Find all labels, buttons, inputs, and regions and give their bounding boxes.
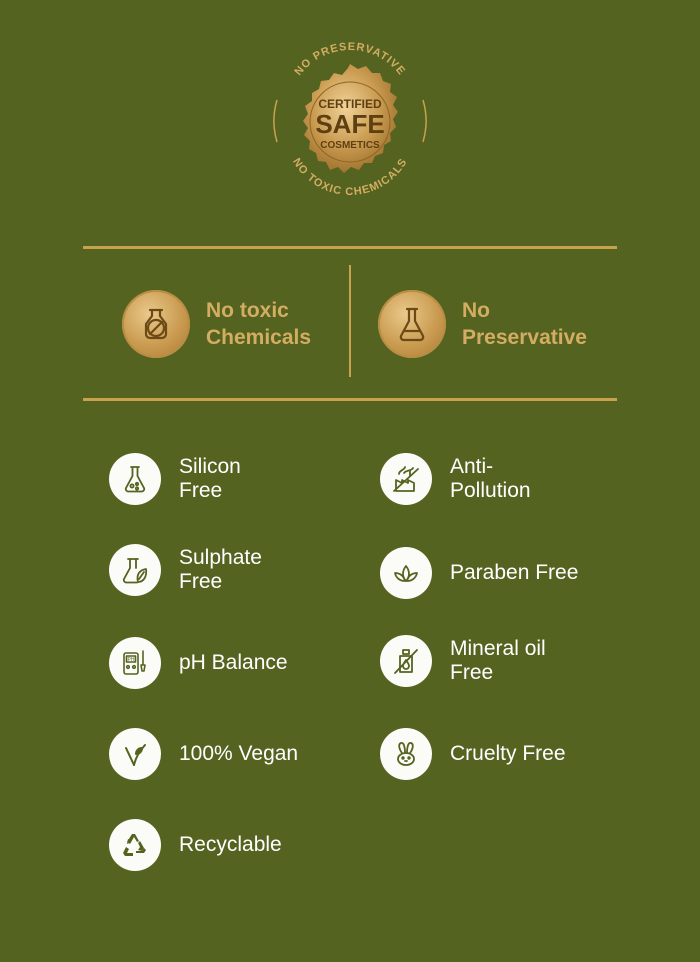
seal-bottom-text: NO TOXIC CHEMICALS <box>290 156 410 199</box>
flask-icon <box>109 453 161 505</box>
feature-cruelty-free <box>380 728 566 780</box>
beaker-leaf-icon <box>109 544 161 596</box>
badge-label: No toxic Chemicals <box>206 299 312 349</box>
rabbit-icon <box>380 728 432 780</box>
feature-recyclable <box>109 819 282 871</box>
feature-label: Silicon Free <box>179 455 241 502</box>
seal-certified: CERTIFIED <box>318 97 382 111</box>
vertical-divider <box>349 265 351 377</box>
badge-no-preservative <box>378 290 587 358</box>
seal-cosmetics: COSMETICS <box>320 140 380 151</box>
feature-paraben-free <box>380 547 578 599</box>
leaf-icon <box>380 547 432 599</box>
seal-top-text: NO PRESERVATIVE <box>292 40 408 78</box>
feature-label: Mineral oil Free <box>450 637 546 684</box>
svg-text:PH: PH <box>127 657 135 663</box>
feature-anti-pollution <box>380 453 531 505</box>
no-chemicals-icon <box>122 290 190 358</box>
feature-vegan <box>109 728 298 780</box>
flask-icon <box>378 290 446 358</box>
feature-label: Anti- Pollution <box>450 455 531 502</box>
recycle-icon <box>109 819 161 871</box>
factory-smoke-icon <box>380 453 432 505</box>
no-oil-icon <box>380 635 432 687</box>
badge-no-toxic-chemicals <box>122 290 311 358</box>
top-divider <box>83 246 617 249</box>
feature-label: 100% Vegan <box>179 742 299 765</box>
feature-ph-balance <box>109 637 288 689</box>
feature-label: Paraben Free <box>450 561 579 584</box>
feature-sulphate-free <box>109 544 262 596</box>
feature-label: Cruelty Free <box>450 742 566 765</box>
vegan-icon <box>109 728 161 780</box>
bottom-divider <box>83 398 617 401</box>
feature-label: Recyclable <box>179 833 282 856</box>
ph-meter-icon <box>109 637 161 689</box>
seal-safe: SAFE <box>315 109 385 139</box>
feature-mineral-oil-free <box>380 635 546 687</box>
feature-silicon-free <box>109 453 241 505</box>
badge-label: No Preservative <box>462 299 587 349</box>
certified-safe-seal <box>263 30 437 210</box>
feature-label: Sulphate Free <box>179 546 262 593</box>
feature-label: pH Balance <box>179 651 288 674</box>
